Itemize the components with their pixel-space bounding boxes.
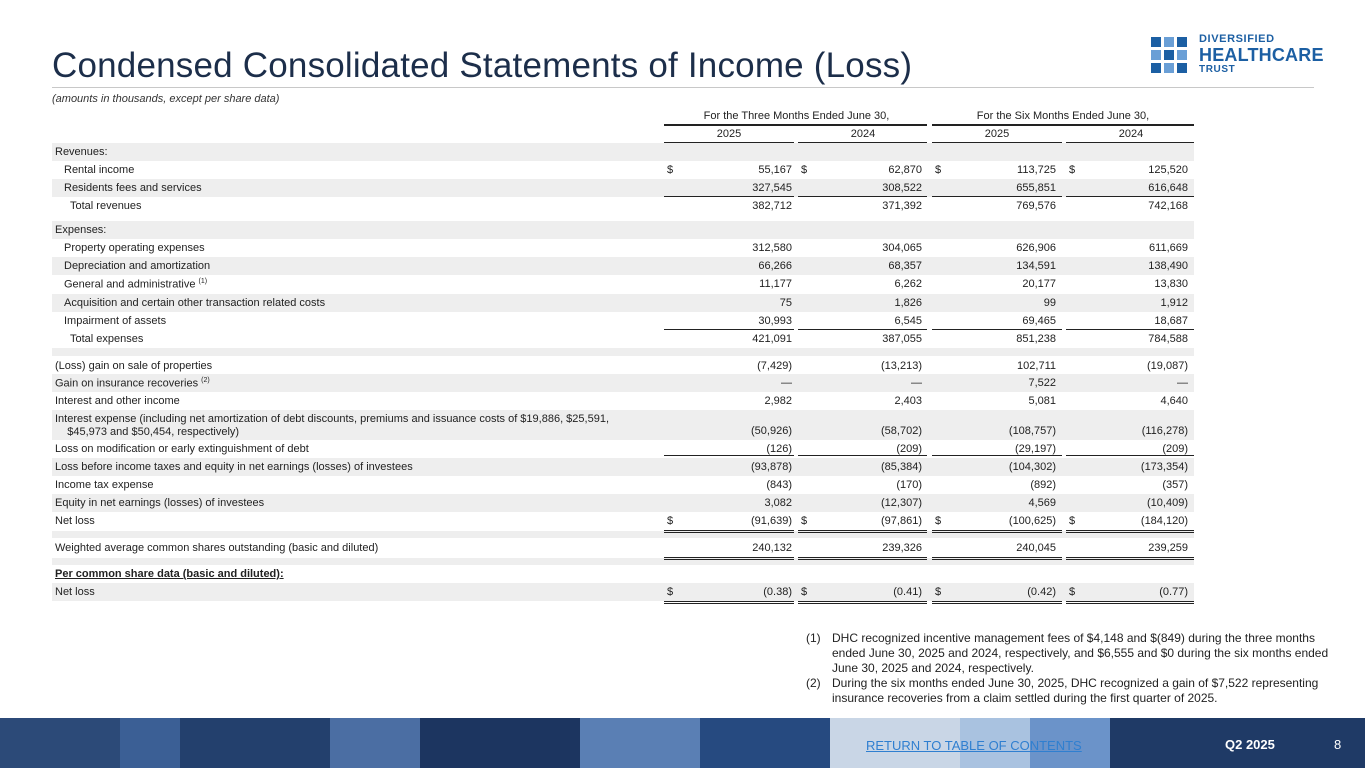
cell-value: (19,087): [1147, 360, 1188, 372]
cell-value: (85,384): [881, 461, 922, 473]
column-rule: [798, 557, 927, 558]
cell-value: (173,354): [1140, 461, 1188, 473]
column-rule: [932, 601, 1062, 602]
row-label: Property operating expenses: [64, 242, 205, 254]
cell-value: (104,302): [1008, 461, 1056, 473]
year-header: 2025: [984, 128, 1010, 140]
cell-value: 4,569: [1028, 497, 1056, 509]
column-rule: [664, 601, 794, 602]
column-rule: [664, 329, 794, 330]
cell-value: 134,591: [1016, 260, 1056, 272]
header-rule: [932, 124, 1194, 126]
cell-value: 68,357: [888, 260, 922, 272]
year-header: 2024: [1118, 128, 1144, 140]
cell-value: 1,826: [894, 297, 922, 309]
cell-value: —: [911, 377, 922, 389]
column-rule: [664, 557, 794, 558]
cell-value: 113,725: [1017, 164, 1056, 176]
row-label: Rental income: [64, 164, 135, 176]
cell-value: 308,522: [882, 182, 922, 194]
cell-value: (0.41): [893, 586, 922, 598]
table-row: [52, 458, 1194, 476]
footnotes: [806, 631, 1346, 706]
cell-value: (12,307): [881, 497, 922, 509]
section-label-revenues: Revenues:: [55, 146, 108, 158]
dollar-sign: $: [935, 586, 942, 598]
table-row: [52, 197, 1194, 215]
column-rule: [798, 196, 927, 197]
table-row: [52, 179, 1194, 197]
column-rule: [932, 329, 1062, 330]
page-number: 8: [1334, 737, 1342, 752]
cell-value: (91,639): [751, 515, 792, 527]
cell-value: 742,168: [1148, 200, 1188, 212]
cell-value: 626,906: [1016, 242, 1056, 254]
cell-value: 371,392: [882, 200, 922, 212]
cell-value: 240,132: [752, 542, 792, 554]
dollar-sign: $: [935, 515, 942, 527]
page-title: Condensed Consolidated Statements of Income (Loss): [52, 46, 913, 85]
column-rule: [1066, 557, 1194, 558]
table-row: [52, 294, 1194, 312]
row-label: Gain on insurance recoveries $^{(2)}$: [55, 377, 210, 390]
cell-value: (126): [766, 443, 792, 455]
row-spacer: [52, 348, 1194, 356]
column-rule: [1066, 196, 1194, 197]
cell-value: 69,465: [1022, 315, 1056, 327]
footnote-ref: (2): [201, 377, 210, 384]
row-label: Residents fees and services: [64, 182, 202, 194]
cell-value: 239,259: [1148, 542, 1188, 554]
cell-value: 312,580: [752, 242, 792, 254]
cell-value: (116,278): [1141, 425, 1188, 437]
cell-value: —: [781, 377, 792, 389]
cell-value: 2,982: [764, 395, 792, 407]
table-row: [52, 143, 1194, 161]
page-subtitle: (amounts in thousands, except per share data): [52, 93, 280, 105]
cell-value: 55,167: [758, 164, 792, 176]
cell-value: 611,669: [1149, 242, 1188, 254]
cell-value: 3,082: [764, 497, 792, 509]
cell-value: (7,429): [757, 360, 792, 372]
cell-value: (93,878): [751, 461, 792, 473]
cell-value: (209): [896, 443, 922, 455]
dollar-sign: $: [1069, 164, 1076, 176]
cell-value: 5,081: [1028, 395, 1056, 407]
footnote-number: (1): [806, 631, 821, 645]
row-label: General and administrative $^{(1)}$: [64, 278, 208, 291]
column-rule: [1066, 329, 1194, 330]
column-rule: [664, 455, 794, 456]
dollar-sign: $: [667, 586, 674, 598]
row-label: Net loss: [55, 515, 95, 527]
cell-value: 4,640: [1160, 395, 1188, 407]
footnote-text: DHC recognized incentive management fees of $4,148 and $(849) during the three months ended June 30, 2025 and 2024, respectively, and $6,555 and $0 during the six months ended June 30, 2025 and 2024, respectively.: [832, 631, 1329, 675]
column-rule: [1066, 455, 1194, 456]
footnote-2: [806, 676, 1346, 706]
cell-value: 99: [1043, 297, 1056, 309]
row-label: Net loss: [55, 586, 95, 598]
column-rule: [1066, 601, 1194, 602]
footer-band: [0, 718, 1365, 768]
cell-value: 851,238: [1016, 333, 1056, 345]
cell-value: (170): [896, 479, 922, 491]
return-to-toc-link[interactable]: RETURN TO TABLE OF CONTENTS: [866, 738, 1082, 753]
column-rule: [932, 455, 1062, 456]
footnote-1: [806, 631, 1346, 676]
row-label: Acquisition and certain other transaction related costs: [64, 297, 326, 309]
column-rule: [932, 557, 1062, 558]
cell-value: 20,177: [1022, 278, 1056, 290]
table-row: [52, 161, 1194, 179]
column-rule: [932, 559, 1062, 560]
section-label-expenses: Expenses:: [55, 224, 107, 236]
row-label: Depreciation and amortization: [64, 260, 211, 272]
table-row: [52, 374, 1194, 392]
quarter-label: Q2 2025: [1225, 737, 1275, 752]
column-rule: [664, 603, 794, 604]
column-rule: [798, 329, 927, 330]
column-rule: [798, 603, 927, 604]
table-row-net-loss: [52, 512, 1194, 530]
column-rule: [798, 530, 927, 531]
cell-value: 30,993: [758, 315, 792, 327]
cell-value: (209): [1162, 443, 1188, 455]
column-rule: [1066, 559, 1194, 560]
table-row: [52, 330, 1194, 348]
column-rule: [798, 559, 927, 560]
cell-value: 62,870: [888, 164, 922, 176]
column-rule: [664, 559, 794, 560]
cell-value: (0.38): [763, 586, 792, 598]
cell-value: 125,520: [1148, 164, 1188, 176]
column-rule: [932, 532, 1062, 533]
table-row: [52, 410, 1194, 440]
cell-value: 616,648: [1148, 182, 1188, 194]
cell-value: 421,091: [752, 333, 792, 345]
column-rule: [1066, 530, 1194, 531]
table-row: [52, 476, 1194, 494]
table-row: [52, 221, 1194, 239]
row-label: Impairment of assets: [64, 315, 167, 327]
cell-value: 655,851: [1016, 182, 1056, 194]
column-rule: [798, 532, 927, 533]
cell-value: 6,262: [894, 278, 922, 290]
cell-value: (10,409): [1147, 497, 1188, 509]
column-rule: [1066, 532, 1194, 533]
cell-value: (29,197): [1015, 443, 1056, 455]
logo-grid-icon: [1151, 37, 1188, 74]
column-rule: [798, 455, 927, 456]
cell-value: 102,711: [1017, 360, 1056, 372]
dollar-sign: $: [801, 515, 808, 527]
logo-wordmark: DIVERSIFIED HEALTHCARE TRUST: [1199, 33, 1324, 75]
cell-value: (58,702): [881, 425, 922, 437]
cell-value: (892): [1030, 479, 1056, 491]
table-row: [52, 257, 1194, 275]
cell-value: (184,120): [1140, 515, 1188, 527]
cell-value: 304,065: [882, 242, 922, 254]
header-six-months: For the Six Months Ended June 30,: [976, 110, 1150, 122]
year-header: 2024: [850, 128, 876, 140]
table-row: [52, 565, 1194, 583]
row-label: (Loss) gain on sale of properties: [55, 360, 213, 372]
row-label: Total expenses: [70, 333, 144, 345]
row-label: Loss on modification or early extinguishment of debt: [55, 443, 309, 455]
cell-value: (357): [1162, 479, 1188, 491]
dollar-sign: $: [667, 164, 674, 176]
table-row: [52, 275, 1194, 293]
footnote-ref: (1): [198, 278, 208, 285]
cell-value: 769,576: [1016, 200, 1056, 212]
cell-value: 1,912: [1160, 297, 1188, 309]
column-rule: [932, 530, 1062, 531]
table-row-weighted-shares: [52, 539, 1194, 557]
dollar-sign: $: [667, 515, 674, 527]
column-rule: [932, 603, 1062, 604]
header-rule: [664, 124, 927, 126]
row-label: Equity in net earnings (losses) of investees: [55, 497, 265, 509]
year-header: 2025: [716, 128, 742, 140]
column-rule: [932, 196, 1062, 197]
cell-value: 327,545: [752, 182, 792, 194]
cell-value: (0.42): [1027, 586, 1056, 598]
cell-value: —: [1177, 377, 1188, 389]
row-label: Income tax expense: [55, 479, 154, 491]
dollar-sign: $: [801, 586, 808, 598]
cell-value: (100,625): [1008, 515, 1056, 527]
section-label-per-share: Per common share data (basic and diluted):: [55, 568, 284, 580]
cell-value: 11,177: [759, 278, 792, 290]
cell-value: 382,712: [752, 200, 792, 212]
column-rule: [1066, 603, 1194, 604]
row-label: Interest expense (including net amortization of debt discounts, premiums and issuance costs of $19,886, $25,591, $45,973 and $50,454, respectively): [55, 413, 609, 438]
cell-value: 18,687: [1154, 315, 1188, 327]
cell-value: 75: [779, 297, 792, 309]
table-row: [52, 357, 1194, 375]
row-label: Weighted average common shares outstanding (basic and diluted): [55, 542, 379, 554]
row-label: Loss before income taxes and equity in net earnings (losses) of investees: [55, 461, 413, 473]
dollar-sign: $: [1069, 586, 1076, 598]
cell-value: 239,326: [882, 542, 922, 554]
row-label: Interest and other income: [55, 395, 180, 407]
header-three-months: For the Three Months Ended June 30,: [703, 110, 890, 122]
cell-value: 7,522: [1028, 377, 1056, 389]
column-rule: [664, 532, 794, 533]
cell-value: 387,055: [882, 333, 922, 345]
column-rule: [664, 196, 794, 197]
cell-value: 784,588: [1148, 333, 1188, 345]
cell-value: (843): [766, 479, 792, 491]
cell-value: (0.77): [1159, 586, 1188, 598]
cell-value: 240,045: [1016, 542, 1056, 554]
row-label: Total revenues: [70, 200, 142, 212]
cell-value: 13,830: [1154, 278, 1188, 290]
table-row-net-loss-per-share: [52, 583, 1194, 601]
cell-value: 66,266: [758, 260, 792, 272]
company-logo: [1151, 32, 1324, 76]
cell-value: (13,213): [881, 360, 922, 372]
cell-value: (108,757): [1008, 425, 1056, 437]
cell-value: 6,545: [894, 315, 922, 327]
table-row: [52, 312, 1194, 330]
table-row: [52, 239, 1194, 257]
table-row: [52, 494, 1194, 512]
footnote-number: (2): [806, 676, 821, 690]
cell-value: (50,926): [751, 425, 792, 437]
dollar-sign: $: [935, 164, 942, 176]
cell-value: 2,403: [894, 395, 922, 407]
cell-value: (97,861): [881, 515, 922, 527]
table-row: [52, 392, 1194, 410]
dollar-sign: $: [801, 164, 808, 176]
footnote-text: During the six months ended June 30, 2025, DHC recognized a gain of $7,522 representing insurance recoveries from a claim settled during the first quarter of 2025.: [832, 676, 1319, 705]
dollar-sign: $: [1069, 515, 1076, 527]
title-divider: [52, 87, 1314, 88]
cell-value: 138,490: [1148, 260, 1188, 272]
column-rule: [798, 601, 927, 602]
column-rule: [664, 530, 794, 531]
